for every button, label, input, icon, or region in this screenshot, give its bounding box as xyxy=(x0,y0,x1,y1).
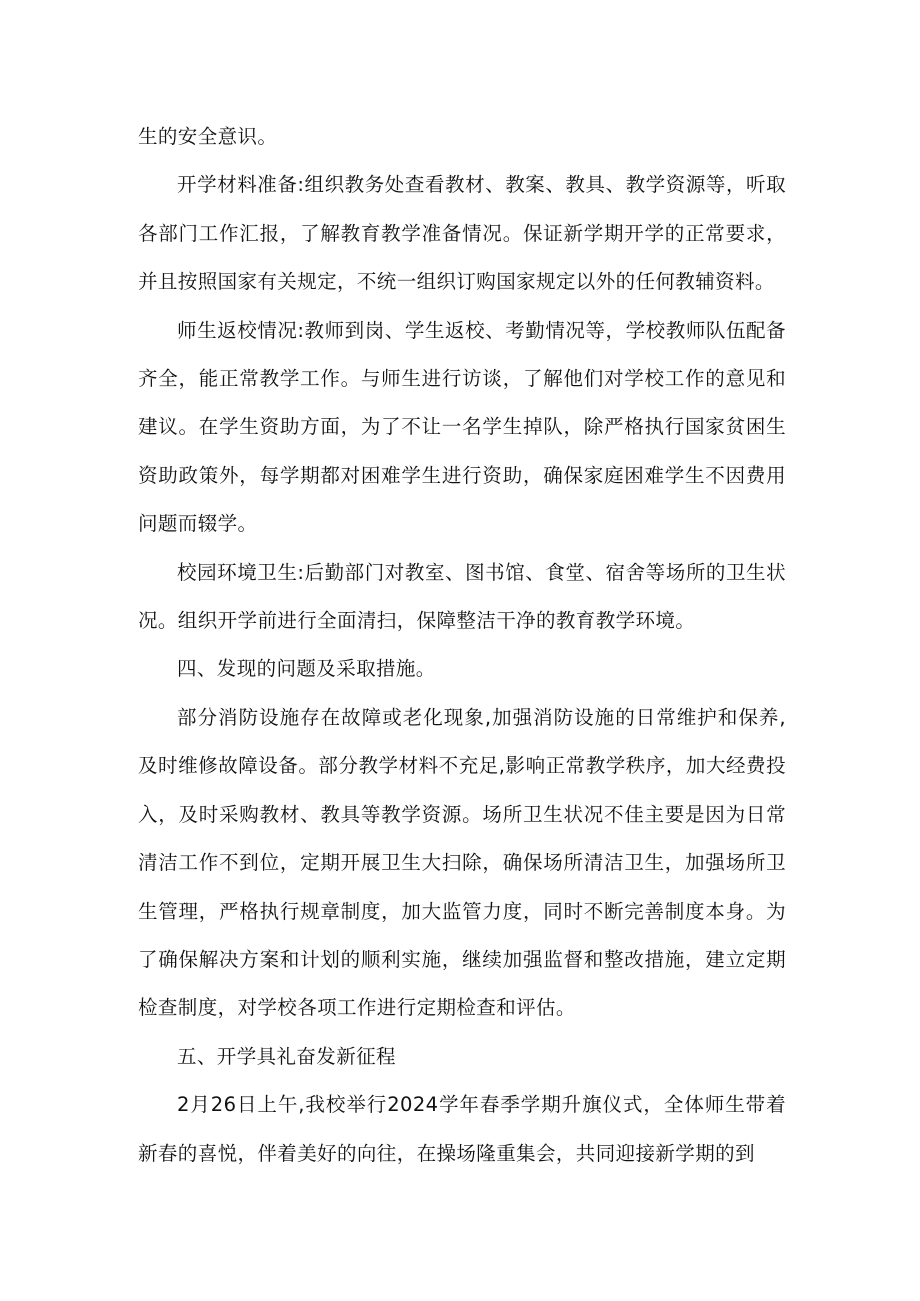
paragraph-continuation: 生的安全意识。 xyxy=(138,125,278,148)
paragraph-return-to-school: 师生返校情况:教师到岗、学生返校、考勤情况等，学校教师队伍配备齐全，能正常教学工作。与师生进行访谈，了解他们对学校工作的意见和建议。在学生资助方面，为了不让一名学生掉队，除严格执行国家贫困生资助政策外，每学期都对困难学生进行资助，确保家庭困难学生不因费用问题而辍学。 xyxy=(138,318,786,536)
paragraph-problems-measures: 部分消防设施存在故障或老化现象,加强消防设施的日常维护和保养,及时维修故障设备。部分教学材料不充足,影响正常教学秩序，加大经费投入，及时采购教材、教具等教学资源。场所卫生状况不佳主要是因为日常清洁工作不到位，定期开展卫生大扫除，确保场所清洁卫生，加强场所卫生管理，严格执行规章制度，加大监管力度，同时不断完善制度本身。为了确保解决方案和计划的顺利实施，继续加强监督和整改措施，建立定期检查制度，对学校各项工作进行定期检查和评估。 xyxy=(138,705,786,1020)
section-heading-problems: 四、发现的问题及采取措施。 xyxy=(177,657,436,681)
section-heading-new-journey: 五、开学具礼奋发新征程 xyxy=(177,1044,396,1068)
paragraph-materials-preparation: 开学材料准备:组织教务处查看教材、教案、教具、教学资源等，听取各部门工作汇报，了解教育教学准备情况。保证新学期开学的正常要求，并且按照国家有关规定，不统一组织订购国家规定以外的任何教辅资料。 xyxy=(138,173,786,294)
paragraph-flag-ceremony: 2月26日上午,我校举行2024学年春季学期升旗仪式，全体师生带着新春的喜悦，伴着美好的向往，在操场隆重集会，共同迎接新学期的到 xyxy=(138,1093,786,1165)
paragraph-campus-hygiene: 校园环境卫生:后勤部门对教室、图书馆、食堂、宿舍等场所的卫生状况。组织开学前进行全面清扫，保障整洁干净的教育教学环境。 xyxy=(138,560,786,633)
document-body xyxy=(138,113,786,1178)
